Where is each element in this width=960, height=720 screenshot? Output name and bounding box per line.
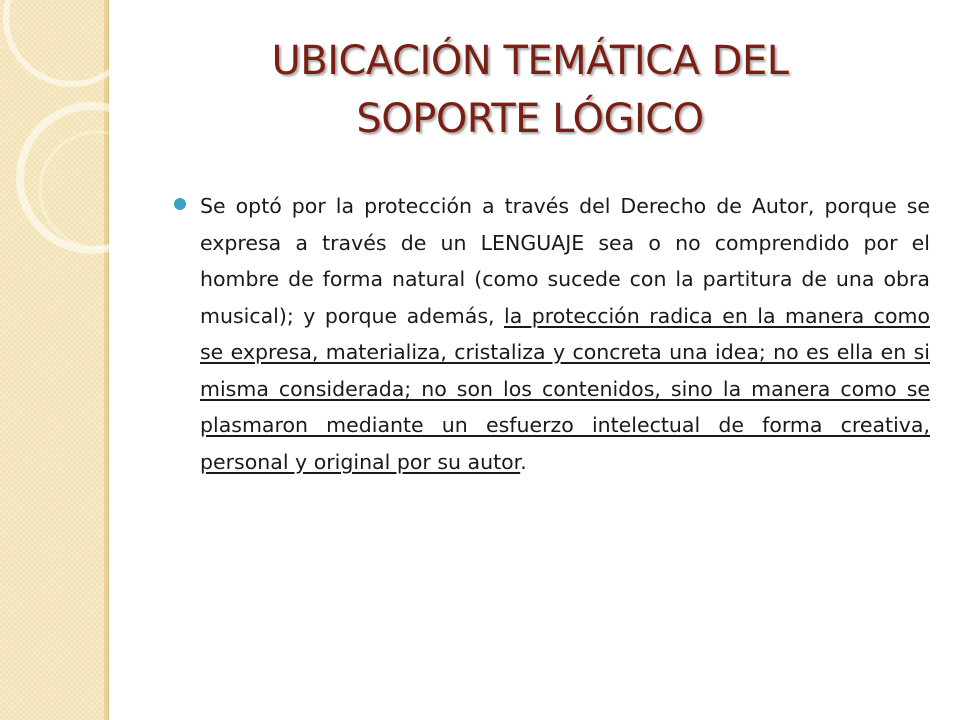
ring-middle-icon — [20, 106, 140, 250]
bullet-dot-icon — [174, 198, 186, 210]
title-line-2: SOPORTE LÓGICO — [356, 96, 704, 142]
bullet-text-ending: . — [520, 449, 527, 474]
title-line-1: UBICACIÓN TEMÁTICA DEL — [271, 38, 789, 84]
bullet-text-underlined: la protección radica en la manera como se expresa, materializa, cristaliza y concreta una idea; no es ella en si misma considerada; no son los contenidos, sino la manera como se plasmaron mediante un esfuerzo intelectual de forma creativa, personal y original por su autor — [200, 303, 930, 474]
bullet-list — [170, 188, 930, 480]
decorative-rings-icon — [0, 0, 140, 330]
ring-inner-icon — [40, 132, 140, 248]
slide-title — [170, 32, 890, 148]
bullet-item — [170, 188, 930, 480]
bullet-text-intro: Se optó por la protección a través del Derecho de Autor, porque se expresa a través de un LENGUAJE sea o no comprendido por el hombre de forma natural (como sucede con la partitura de una obra musical); y porque además, — [200, 194, 930, 328]
ring-top-icon — [6, 0, 138, 84]
